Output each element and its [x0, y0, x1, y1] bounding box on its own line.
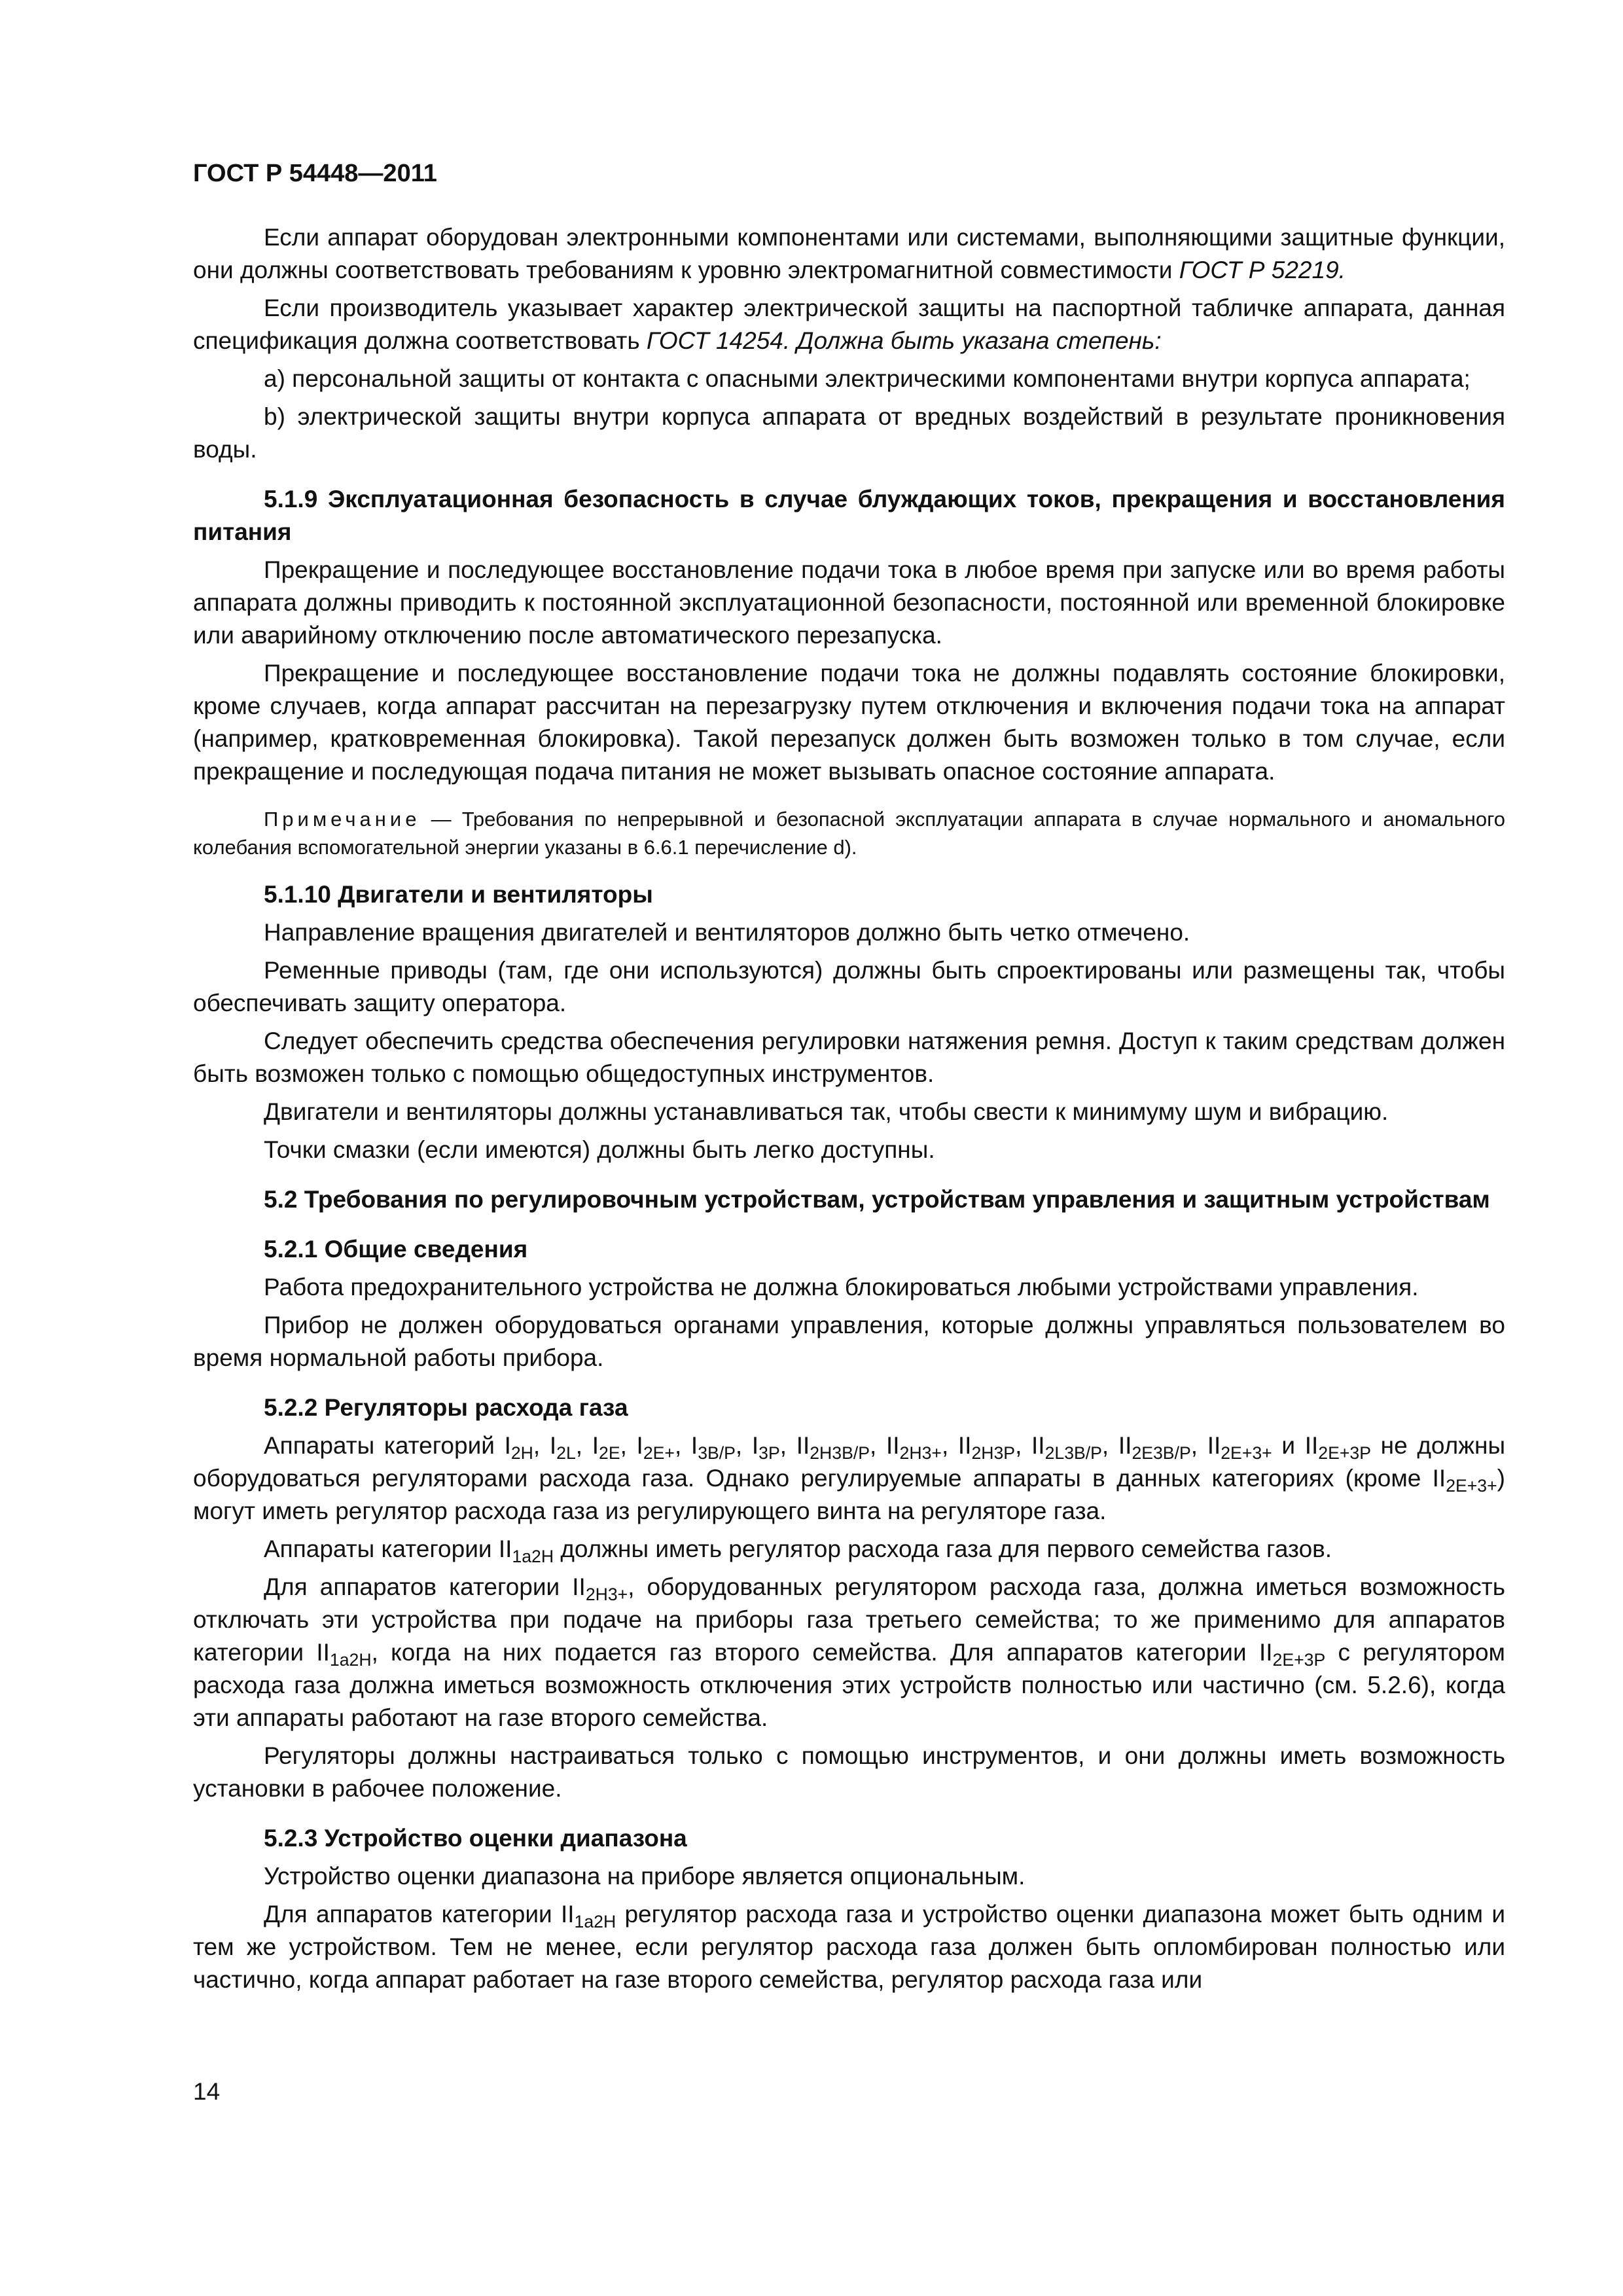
section-heading: 5.1.10 Двигатели и вентиляторы: [264, 881, 653, 908]
list-item: a) персональной защиты от контакта с опасными электрическими компонентами внутри корпуса аппарата;: [264, 365, 1471, 392]
paragraph: Для аппаратов категории $II_{2H3+}$, оборудованных регулятором расхода газа, должна иметься возможность отключать эти устройства при подаче на приборы газа третьего семейства; то же применимо для аппаратов категории $II_{1a2H}$, когда на них подается газ второго семейства. Для аппаратов категории $II_{2E+3P}$ с регулятором расхода газа должна иметься возможность отключения этих устройств полностью или частично (см. 5.2.6), когда эти аппараты работают на газе второго семейства.: [193, 1573, 1506, 1731]
paragraph: Регуляторы должны настраиваться только с помощью инструментов, и они должны иметь возможность установки в рабочее положение.: [193, 1742, 1505, 1802]
paragraph: Для аппаратов категории $II_{1a2H}$ регулятор расхода газа и устройство оценки диапазона может быть одним и тем же устройством. Тем не менее, если регулятор расхода газа должен быть опломбирован полностью или частично, когда аппарат работает на газе второго семейства, регулятор расхода газа или: [193, 1901, 1505, 1993]
paragraph: Точки смазки (если имеются) должны быть легко доступны.: [264, 1136, 935, 1163]
paragraph: Устройство оценки диапазона на приборе является опциональным.: [264, 1863, 1026, 1890]
paragraph: Прекращение и последующее восстановление подачи тока не должны подавлять состояние блокировки, кроме случаев, когда аппарат рассчитан на перезагрузку путем отключения и включения подачи тока на аппарат (например, кратковременная блокировка). Такой перезапуск должен быть возможен только в том случае, если прекращение и последующая подача питания не может вызывать опасное состояние аппарата.: [193, 660, 1505, 785]
section-heading: 5.1.9 Эксплуатационная безопасность в случае блуждающих токов, прекращения и восстановления питания: [193, 486, 1505, 545]
standard-ref: ГОСТ Р 52219.: [1179, 257, 1346, 283]
section-heading: 5.2.2 Регуляторы расхода газа: [264, 1394, 628, 1421]
paragraph: Аппараты категории $II_{1a2H}$ должны иметь регулятор расхода газа для первого семейства газов.: [264, 1535, 1332, 1566]
paragraph: Работа предохранительного устройства не должна блокироваться любыми устройствами управления.: [264, 1274, 1419, 1300]
standard-ref: ГОСТ 14254. Должна быть указана степень:: [646, 327, 1162, 354]
note-label: Примечание: [264, 808, 421, 831]
paragraph: Прибор не должен оборудоваться органами управления, которые должны управляться пользователем во время нормальной работы прибора.: [193, 1312, 1505, 1371]
section-heading: 5.2.3 Устройство оценки диапазона: [264, 1825, 687, 1852]
paragraph: Двигатели и вентиляторы должны устанавливаться так, чтобы свести к минимуму шум и вибрацию.: [264, 1098, 1389, 1125]
paragraph: Аппараты категорий $I_{2H}$, $I_{2L}$, $I_{2E}$, $I_{2E+}$, $I_{3B/P}$, $I_{3P}$, $II_{2H3B/P}$, $II_{2H3+}$, $II_{2H3P}$, $II_{2L3B/P}$, $II_{2E3B/P}$, $II_{2E+3+}$ и $II_{2E+3P}$ не должны оборудоваться регуляторами расхода газа. Однако регулируемые аппараты в данных категориях (кроме $II_{2E+3+}$) могут иметь регулятор расхода газа из регулирующего винта на регуляторе газа.: [193, 1432, 1506, 1524]
paragraph: Следует обеспечить средства обеспечения регулировки натяжения ремня. Доступ к таким средствам должен быть возможен только с помощью общедоступных инструментов.: [193, 1028, 1505, 1087]
document-page: [193, 157, 1505, 1996]
paragraph: Ременные приводы (там, где они используются) должны быть спроектированы или размещены так, чтобы обеспечивать защиту оператора.: [193, 957, 1505, 1016]
paragraph: Если производитель указывает характер электрической защиты на паспортной табличке аппарата, данная спецификация должна соответствовать ГОСТ 14254. Должна быть указана степень:: [193, 295, 1505, 354]
list-item: b) электрической защиты внутри корпуса аппарата от вредных воздействий в результате проникновения воды.: [193, 403, 1505, 463]
document-header: ГОСТ Р 54448—2011: [193, 160, 437, 187]
section-heading: 5.2 Требования по регулировочным устройствам, устройствам управления и защитным устройствам: [264, 1186, 1490, 1213]
section-heading: 5.2.1 Общие сведения: [264, 1236, 528, 1263]
paragraph: Направление вращения двигателей и вентиляторов должно быть четко отмечено.: [264, 919, 1190, 946]
paragraph: Прекращение и последующее восстановление подачи тока в любое время при запуске или во время работы аппарата должны приводить к постоянной эксплуатационной безопасности, постоянной или временной блокировке или аварийному отключению после автоматического перезапуска.: [193, 556, 1505, 649]
page-number: 14: [193, 2078, 221, 2105]
note: Примечание — Требования по непрерывной и безопасной эксплуатации аппарата в случае нормального и аномального колебания вспомогательной энергии указаны в 6.6.1 перечисление d).: [193, 808, 1505, 859]
paragraph: Если аппарат оборудован электронными компонентами или системами, выполняющими защитные функции, они должны соответствовать требованиям к уровню электромагнитной совместимости ГОСТ Р 52219.: [193, 224, 1505, 283]
